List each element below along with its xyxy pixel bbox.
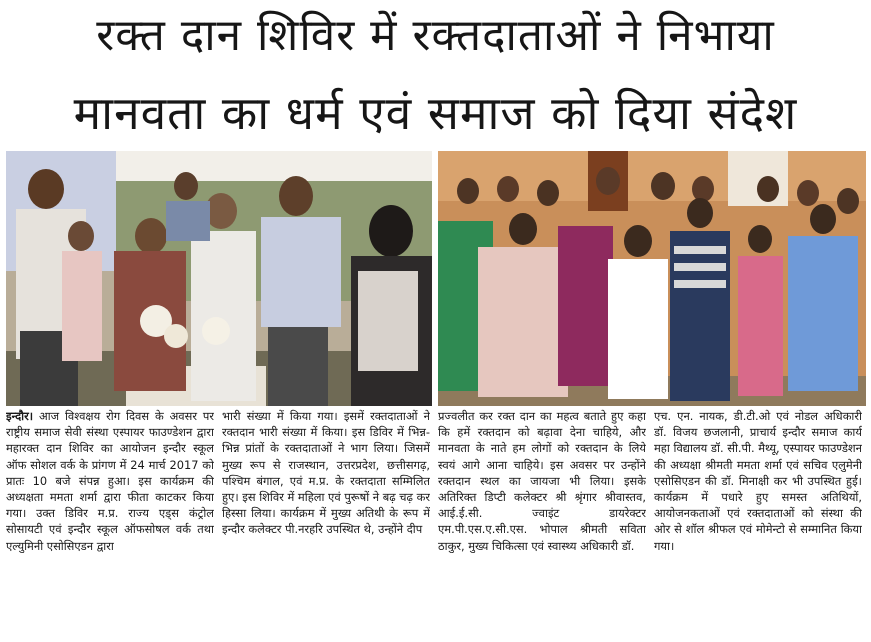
article-column-1 [6,408,214,640]
photo-group [438,151,866,406]
article-column-1-text: आज विश्वक्षय रोग दिवस के अवसर पर राष्ट्रीय समाज सेवी संस्था एस्पायर फाउण्डेशन द्वारा महारक्त दान शिविर का आयोजन इन्दौर स्कूल ऑफ सोशल वर्क के प्रांगण में 24 मार्च 2017 को प्रातः 10 बजे संपन्न हुआ। इस कार्यक्रम की अध्यक्षता ममता शर्मा द्वारा फीता काटकर किया गया। उक्त डिविर म.प्र. राज्य एड्स कंट्रोल सोसायटी एवं इन्दौर स्कूल ऑफसोषल वर्क तथा एल्युमिनी एसोसिएडन द्वारा [6,409,214,553]
article-column-4: एच. एन. नायक, डी.टी.ओ एवं नोडल अधिकारी डॉ. विजय छजलानी, प्राचार्य इन्दौर समाज कार्य महा विद्यालय डॉ. सी.पी. मैथ्यू, एस्पायर फाउण्डेशन की अध्यक्षा श्रीमती ममता शर्मा एवं सचिव एलुमेनी एसोसिएडन की डॉ. मिनाक्षी कर भी उपस्थित हुई। कार्यक्रम में पधारे हुए समस्त अतिथियों, आयोजनकताओं एवं रक्तदाताओं को संस्था की ओर से शॉल श्रीफल एवं मोमेन्टो से सम्मानित किया गया। [654,409,862,553]
article-column-3: प्रज्वलीत कर रक्त दान का महत्व बताते हुए कहा कि हमें रक्तदान को बढ़ावा देना चाहिये, और मानवता के नाते हम लोगों को रक्तदान के लिये स्वयं आगे आना चाहिये। इस अवसर पर उन्होंने रक्तदान स्थल का जायजा भी लिया। इसके अतिरिक्त डिप्टी कलेक्टर श्री श्रृंगार श्रीवास्तव, आई.ई.सी. ज्वाइंट डायरेक्टर एम.पी.एस.ए.सी.एस. भोपाल श्रीमती सविता ठाकुर, मुख्य चिकित्सा एवं स्वास्थ्य अधिकारी डॉ. [438,409,646,553]
article-dateline: इन्दौर। [6,409,34,423]
photo-ribbon-cutting [6,151,432,406]
headline-line-2: मानवता का धर्म एवं समाज को दिया संदेश [73,86,798,140]
article-column-2: भारी संख्या में किया गया। इसमें रक्तदाताओं ने रक्तदान भारी संख्या में किया। इस डिविर में भिन्न-भिन्न प्रांतों के रक्तदाताओं ने भाग लिया। जिसमें मुख्य रूप से राजस्थान, उत्तरप्रदेश, छत्तीसगढ़, पश्चिम बंगाल, एवं म.प्र. के रक्तदाता सम्मिलित हुए। इस शिविर में महिला एवं पुरूषों ने बढ़ चढ़ कर हिस्सा लिया। कार्यक्रम में मुख्य अतिथी के रूप में इन्दौर कलेक्टर पी.नरहरि उपस्थित थे, उन्होंने दीप [222,409,430,537]
headline-line-1: रक्त दान शिविर में रक्तदाताओं ने निभाया [96,10,775,61]
article-body [6,408,866,640]
